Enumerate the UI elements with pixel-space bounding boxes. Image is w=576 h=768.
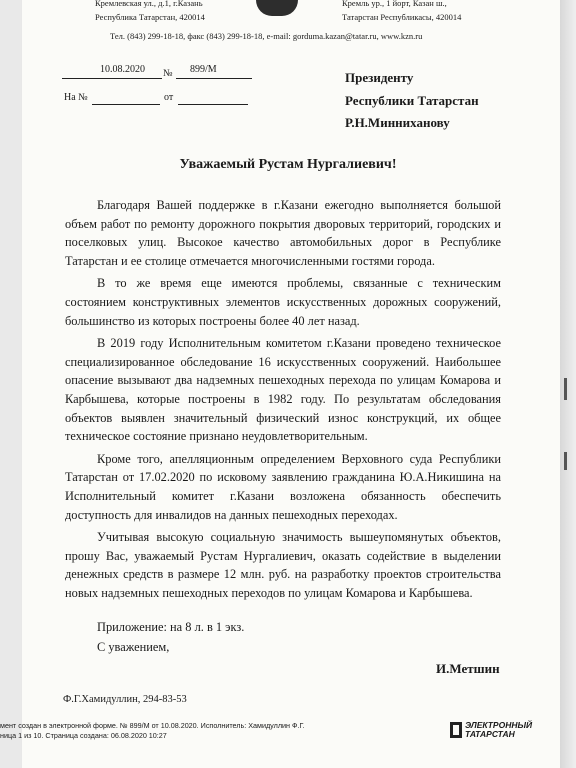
reference-number-underline [92, 104, 160, 105]
reference-date-label: от [164, 92, 174, 103]
letter-body [65, 196, 501, 606]
signer-name: И.Метшин [436, 661, 500, 676]
body-paragraph-3: В 2019 году Исполнительным комитетом г.Казани проведено техническое специализированное обследование 16 искусственных сооружений. Наибольшее опасение вызывают два надземных пешеходных перехода по улицам Комарова и Карбышева, которые построены в 1982 году. По результатам обследования объектов выявлен значительный физический износ конструкций, их общее техническое состояние признано неудовлетворительным. [65, 336, 501, 444]
outgoing-date: 10.08.2020 [100, 64, 145, 75]
body-paragraph-5: Учитывая высокую социальную значимость вышеупомянутых объектов, прошу Вас, уважаемый Рустам Нургалиевич, оказать содействие в выделении денежных средств в размере 12 млн. руб. на разработку проектов строительства новых надземных пешеходных переходов по улицам Комарова и Карбышева. [65, 530, 501, 600]
logo-text-line-2: ТАТАРСТАН [465, 729, 515, 739]
page-edge [560, 0, 576, 768]
closing: С уважением, [97, 640, 170, 654]
left-address-line-2: Республика Татарстан, 420014 [95, 12, 205, 22]
electronic-tatarstan-logo [450, 720, 536, 740]
addressee-line-2: Республики Татарстан [345, 92, 479, 108]
right-address-line-1: Кремль ур., 1 йорт, Казан ш., [342, 0, 447, 8]
addressee [345, 67, 479, 135]
executor-contact: Ф.Г.Хамидуллин, 294-83-53 [63, 694, 187, 705]
left-address-line-1: Кремлевская ул., д.1, г.Казань [95, 0, 203, 8]
salutation: Уважаемый Рустам Нургалиевич! [179, 157, 397, 172]
right-address-line-2: Татарстан Республикасы, 420014 [342, 12, 462, 22]
edge-mark [564, 452, 567, 470]
edge-mark [564, 378, 567, 400]
addressee-line-1: Президенту [345, 70, 414, 85]
reference-date-underline [178, 104, 248, 105]
body-paragraph-4: Кроме того, апелляционным определением Верховного суда Республики Татарстан от 17.02.2020 по исковому заявлению гражданина Ю.А.Никишина на Исполнительный комитет г.Казани возложена обязанность обеспечить доступность для инвалидов на данных пешеходных переходах. [65, 451, 501, 522]
addressee-line-3: Р.Н.Минниханову [345, 115, 450, 130]
body-paragraph-2: В то же время еще имеются проблемы, связанные с техническим состоянием конструктивных элементов искусственных дорожных сооружений, большинство из которых построены более 40 лет назад. [65, 276, 501, 328]
body-paragraph-1: Благодаря Вашей поддержке в г.Казани ежегодно выполняется большой объем работ по ремонту дорожного покрытия дворовых территорий, городских и поселковых улиц. Высокое качество автомобильных дорог в Республике Татарстан и ее столице отмечается многочисленными гостями города. [65, 198, 501, 268]
attachment-note: Приложение: на 8 л. в 1 экз. [97, 620, 245, 634]
footer-document-info: мент создан в электронной форме. № 899/М от 10.08.2020. Исполнитель: Хамидуллин Ф.Г. [0, 721, 305, 730]
number-underline [176, 78, 252, 79]
footer-page-info: ница 1 из 10. Страница создана: 06.08.2020 10:27 [0, 731, 167, 740]
letterhead-contacts: Тел. (843) 299-18-18, факс (843) 299-18-18, e-mail: gorduma.kazan@tatar.ru, www.kzn.ru [110, 31, 423, 41]
logo-mark-icon [450, 722, 462, 738]
number-label: № [163, 68, 173, 79]
logo-text-line-1: ЭЛЕКТРОННЫЙ [465, 720, 533, 730]
outgoing-number: 899/М [190, 64, 217, 75]
reference-number-label: На № [64, 92, 88, 103]
date-underline [62, 78, 162, 79]
